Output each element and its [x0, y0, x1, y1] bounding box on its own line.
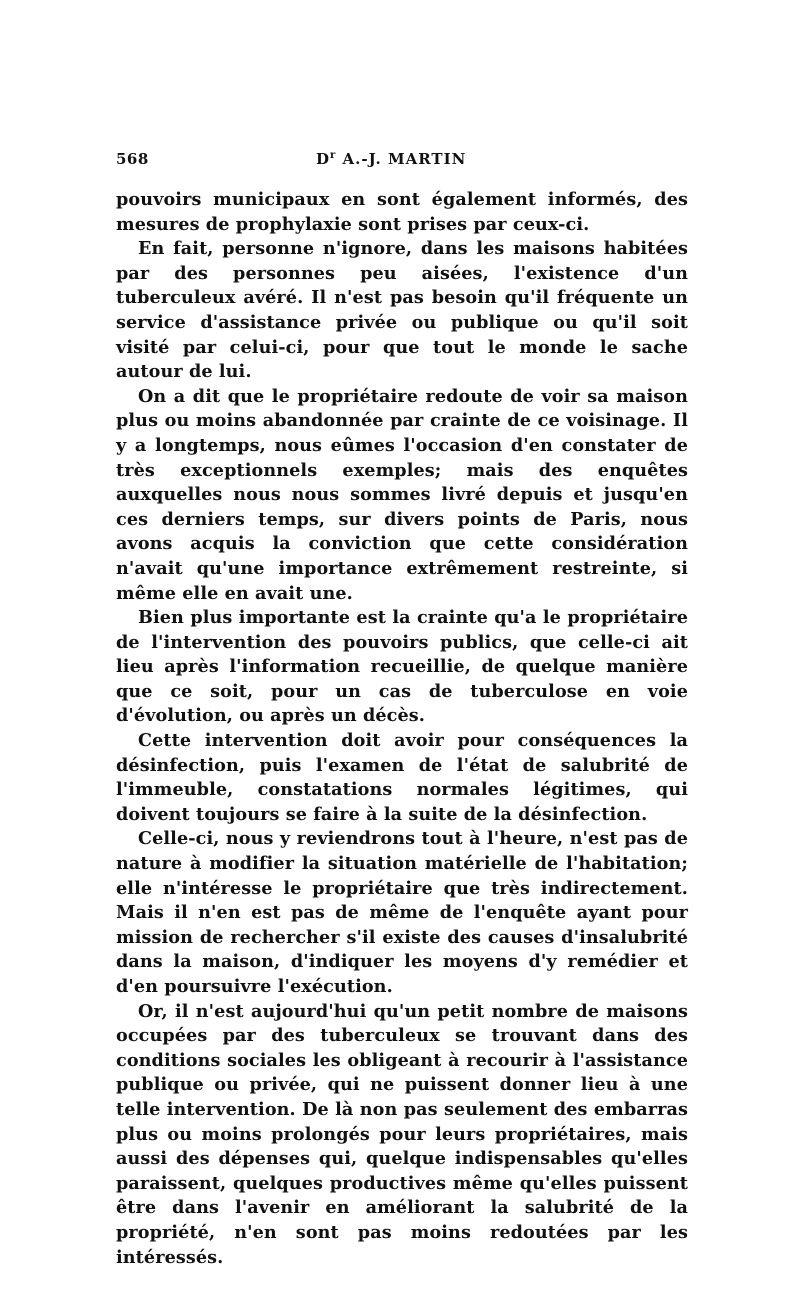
running-head-sup: r	[330, 150, 337, 161]
body-text	[116, 188, 688, 1270]
running-head-name: A.-J. MARTIN	[336, 150, 467, 168]
paragraph: Or, il n'est aujourd'hui qu'un petit nombre de maisons occupées par des tuberculeux se trouvant dans des conditions sociales les obligeant à recourir à l'assistance publique ou privée, qui ne puissent donner lieu à une telle intervention. De là non pas seulement des embarras plus ou moins prolongés pour leurs propriétaires, mais aussi des dépenses qui, quelque indispensables qu'elles paraissent, quelques productives même qu'elles puissent être dans l'avenir en améliorant la salubrité de la propriété, n'en sont pas moins redoutées par les intéressés.	[116, 1000, 688, 1268]
running-head-prefix: D	[316, 150, 331, 168]
paragraph-continued: pouvoirs municipaux en sont également informés, des mesures de prophylaxie sont prises par ceux-ci.	[116, 189, 688, 235]
paragraph: Celle-ci, nous y reviendrons tout à l'heure, n'est pas de nature à modifier la situation matérielle de l'habitation; elle n'intéresse le propriétaire que très indirectement. Mais il n'en est pas de même de l'enquête ayant pour mission de rechercher s'il existe des causes d'insalubrité dans la maison, d'indiquer les moyens d'y remédier et d'en poursuivre l'exécution.	[116, 828, 688, 997]
paragraph: Cette intervention doit avoir pour conséquences la désinfection, puis l'examen de l'état de salubrité de l'immeuble, constatations normales légitimes, qui doivent toujours se faire à la suite de la désinfection.	[116, 730, 688, 825]
paragraph: En fait, personne n'ignore, dans les maisons habitées par des personnes peu aisées, l'existence d'un tuberculeux avéré. Il n'est pas besoin qu'il fréquente un service d'assistance privée ou publique ou qu'il soit visité par celui-ci, pour que tout le monde le sache autour de lui.	[116, 238, 688, 383]
running-head	[316, 150, 466, 168]
page-number: 568	[116, 150, 149, 168]
page-header	[116, 150, 686, 174]
paragraph: Bien plus importante est la crainte qu'a le propriétaire de l'intervention des pouvoirs publics, que celle-ci ait lieu après l'information recueillie, de quelque manière que ce soit, pour un cas de tuberculose en voie d'évolution, ou après un décès.	[116, 607, 688, 727]
paragraph: On a dit que le propriétaire redoute de voir sa maison plus ou moins abandonnée par crainte de ce voisinage. Il y a longtemps, nous eûmes l'occasion d'en constater de très exceptionnels exemples; mais des enquêtes auxquelles nous nous sommes livré depuis et jusqu'en ces derniers temps, sur divers points de Paris, nous avons acquis la conviction que cette considération n'avait qu'une importance extrêmement restreinte, si même elle en avait une.	[116, 385, 688, 604]
